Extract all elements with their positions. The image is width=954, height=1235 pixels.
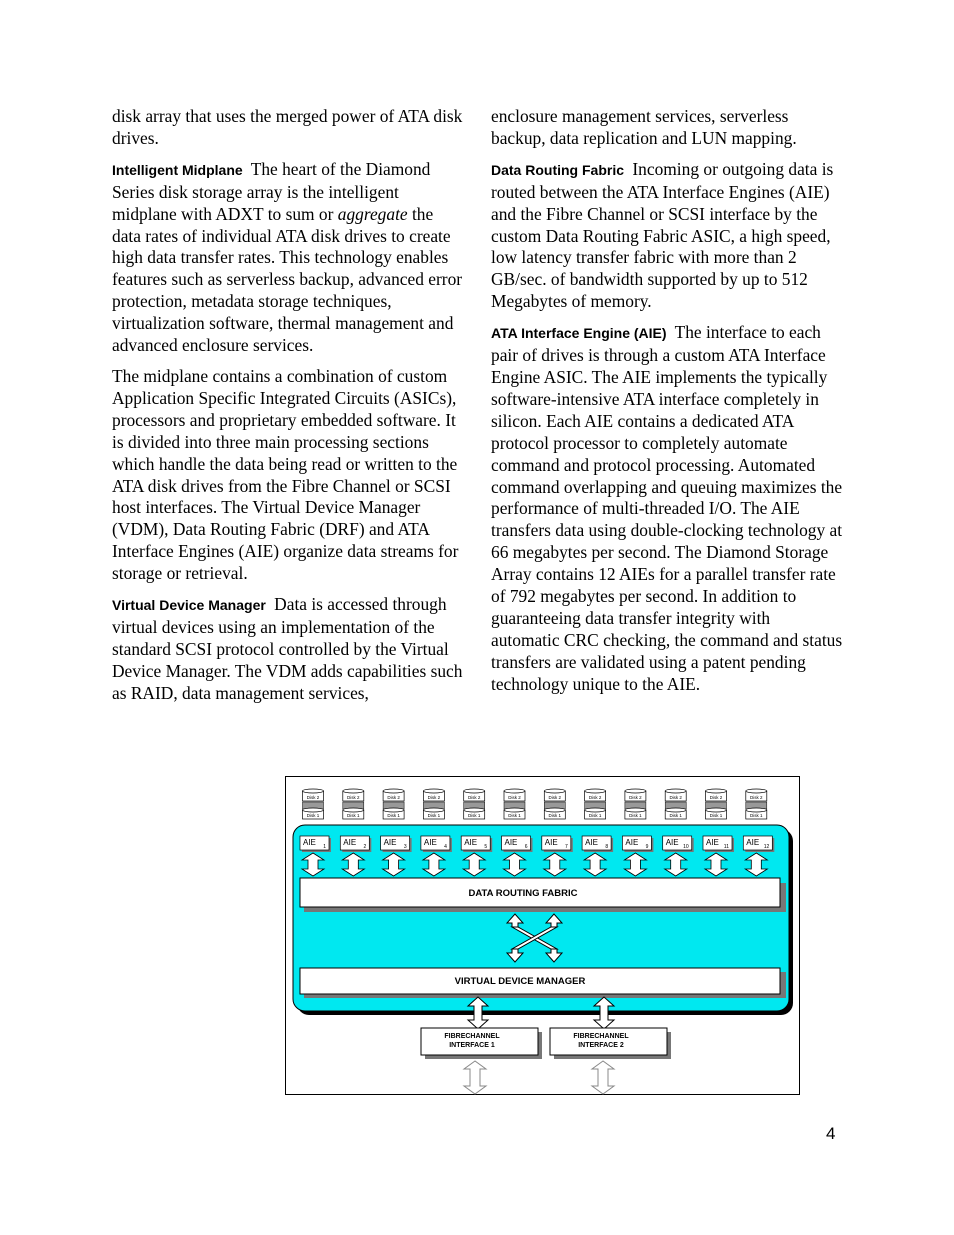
disk-2-label: Disk 2	[548, 795, 562, 800]
disk-2-label: Disk 2	[347, 795, 360, 800]
aie-number: 10	[683, 844, 689, 850]
disk-2-top	[625, 789, 646, 793]
disk-1-label: Disk 1	[669, 813, 682, 818]
disk-2-label: Disk 2	[750, 795, 763, 800]
aie-number: 9	[645, 844, 649, 850]
aie-number: 5	[484, 844, 488, 850]
aie-label: AIE	[544, 838, 558, 847]
fc1-line2: INTERFACE 1	[449, 1042, 495, 1049]
disk-1-label: Disk 1	[467, 813, 481, 818]
disk-1-top	[585, 808, 606, 812]
disk-2-top	[303, 789, 324, 793]
aie-label: AIE	[706, 838, 719, 847]
aie-number: 3	[403, 844, 407, 850]
disk-2-label: Disk 2	[467, 795, 481, 800]
disk-1-label: Disk 1	[427, 813, 441, 818]
disk-1-label: Disk 1	[347, 813, 360, 818]
section-heading: Intelligent Midplane	[112, 161, 243, 178]
aie-label: AIE	[585, 838, 599, 847]
fc2-line2: INTERFACE 2	[578, 1042, 624, 1049]
page-number: 4	[826, 1124, 836, 1143]
aie-number: 12	[763, 844, 770, 850]
host-arrows	[464, 1061, 614, 1094]
disk-1-label: Disk 1	[588, 813, 602, 818]
section-heading: Data Routing Fabric	[491, 161, 625, 178]
paragraph: disk array that uses the merged power of ATA disk drives.	[112, 106, 463, 148]
paragraph-intelligent-midplane: Intelligent Midplane The heart of the Diamond Series disk storage array is the intelligent midplane with ADXT to sum or aggregate the data rates of individual ATA disk drives to create high data transfer rates. This technology enables features such as serverless backup, advanced error protection, metadata storage techniques, virtualization software, thermal management and advanced enclosure services.	[112, 158, 463, 356]
disk-2-top	[383, 789, 404, 793]
disk-2-top	[343, 789, 364, 793]
aie-label: AIE	[343, 838, 357, 847]
aie-number: 7	[565, 844, 568, 850]
aie-label: AIE	[303, 838, 316, 847]
disk-2-top	[544, 789, 565, 793]
disk-2-label: Disk 2	[427, 795, 441, 800]
fc1-line1: FIBRECHANNEL	[444, 1033, 500, 1040]
disk-2-label: Disk 2	[669, 795, 682, 800]
disk-1-label: Disk 1	[387, 813, 400, 818]
disk-1-top	[383, 808, 404, 812]
disk-1-label: Disk 1	[508, 813, 521, 818]
disk-1-top	[504, 808, 525, 812]
disk-1-top	[665, 808, 686, 812]
disk-1-label: Disk 1	[750, 813, 763, 818]
right-column	[491, 106, 843, 705]
disk-2-label: Disk 2	[508, 795, 521, 800]
disk-2-label: Disk 2	[709, 795, 723, 800]
paragraph-ata-interface-engine: ATA Interface Engine (AIE) The interface to each pair of drives is through a custom ATA Interface Engine ASIC. The AIE implements the typically software-intensive ATA interface completely in silicon. Each AIE contains a dedicated ATA protocol processor to completely automate command and protocol processing. Automated command overlapping and queuing maximizes the performance of multi-threaded I/O. The AIE transfers data using double-clocking technology at 66 megabytes per second. The Diamond Storage Array contains 12 AIEs for a parallel transfer rate of 792 megabytes per second. In addition to guaranteeing data transfer integrity with automatic CRC checking, the command and status transfers are validated using a patent pending technology unique to the AIE.	[491, 322, 843, 694]
section-heading: ATA Interface Engine (AIE)	[491, 325, 667, 342]
section-heading: Virtual Device Manager	[112, 597, 266, 614]
disk-1-top	[343, 808, 364, 812]
disk-1-label: Disk 1	[548, 813, 562, 818]
aie-label: AIE	[504, 838, 518, 847]
disk-1-label: Disk 1	[709, 813, 723, 818]
disk-1-label: Disk 1	[629, 813, 642, 818]
fc2-line1: FIBRECHANNEL	[573, 1033, 629, 1040]
disk-1-top	[303, 808, 324, 812]
aie-number: 4	[444, 844, 447, 850]
disk-2-label: Disk 2	[387, 795, 400, 800]
disk-2-top	[706, 789, 727, 793]
disk-1-top	[464, 808, 485, 812]
disk-2-label: Disk 2	[588, 795, 602, 800]
aie-label: AIE	[464, 838, 478, 847]
aie-label: AIE	[625, 838, 639, 847]
disk-2-top	[504, 789, 525, 793]
left-column	[112, 106, 464, 714]
disk-2-label: Disk 2	[629, 795, 642, 800]
aie-number: 8	[605, 844, 609, 850]
aie-label: AIE	[746, 838, 760, 847]
disk-1-top	[706, 808, 727, 812]
aie-number: 11	[723, 844, 729, 850]
paragraph: The midplane contains a combination of custom Application Specific Integrated Circuits (ASICs), processors and proprietary embedded software. It is divided into three main processing sections which handle the data being read or written to the ATA disk drives from the Fibre Channel or SCSI host interfaces. The Virtual Device Manager (VDM), Data Routing Fabric (DRF) and ATA Interface Engines (AIE) organize data streams for storage or retrieval.	[112, 365, 459, 584]
disk-2-top	[585, 789, 606, 793]
architecture-diagram	[285, 776, 800, 1095]
aie-number: 1	[323, 844, 326, 850]
aie-label: AIE	[423, 838, 437, 847]
disk-2-label: Disk 2	[306, 795, 320, 800]
paragraph-virtual-device-manager: Virtual Device Manager Data is accessed through virtual devices using an implementation of the standard SCSI protocol controlled by the Virtual Device Manager. The VDM adds capabilities such as RAID, data management services,	[112, 594, 463, 703]
drf-label: DATA ROUTING FABRIC	[468, 888, 578, 899]
disk-2-top	[746, 789, 767, 793]
disk-1-label: Disk 1	[306, 813, 320, 818]
aie-number: 6	[524, 844, 528, 850]
aie-label: AIE	[665, 838, 679, 847]
paragraph: enclosure management services, serverless backup, data replication and LUN mapping.	[491, 106, 797, 148]
disk-2-top	[423, 789, 444, 793]
vdm-label: VIRTUAL DEVICE MANAGER	[454, 976, 586, 987]
paragraph-data-routing-fabric: Data Routing Fabric Incoming or outgoing data is routed between the ATA Interface Engines (AIE) and the Fibre Channel or SCSI interface by the custom Data Routing Fabric ASIC, a high speed, low latency transfer fabric with more than 2 GB/sec. of bandwidth supported by up to 512 Megabytes of memory.	[491, 158, 834, 312]
disk-1-top	[746, 808, 767, 812]
disk-1-top	[625, 808, 646, 812]
diagram-canvas	[286, 777, 801, 1096]
disk-2-top	[464, 789, 485, 793]
disk-1-top	[423, 808, 444, 812]
disk-1-top	[544, 808, 565, 812]
aie-label: AIE	[383, 838, 397, 847]
aie-number: 2	[363, 844, 367, 850]
disk-2-top	[665, 789, 686, 793]
